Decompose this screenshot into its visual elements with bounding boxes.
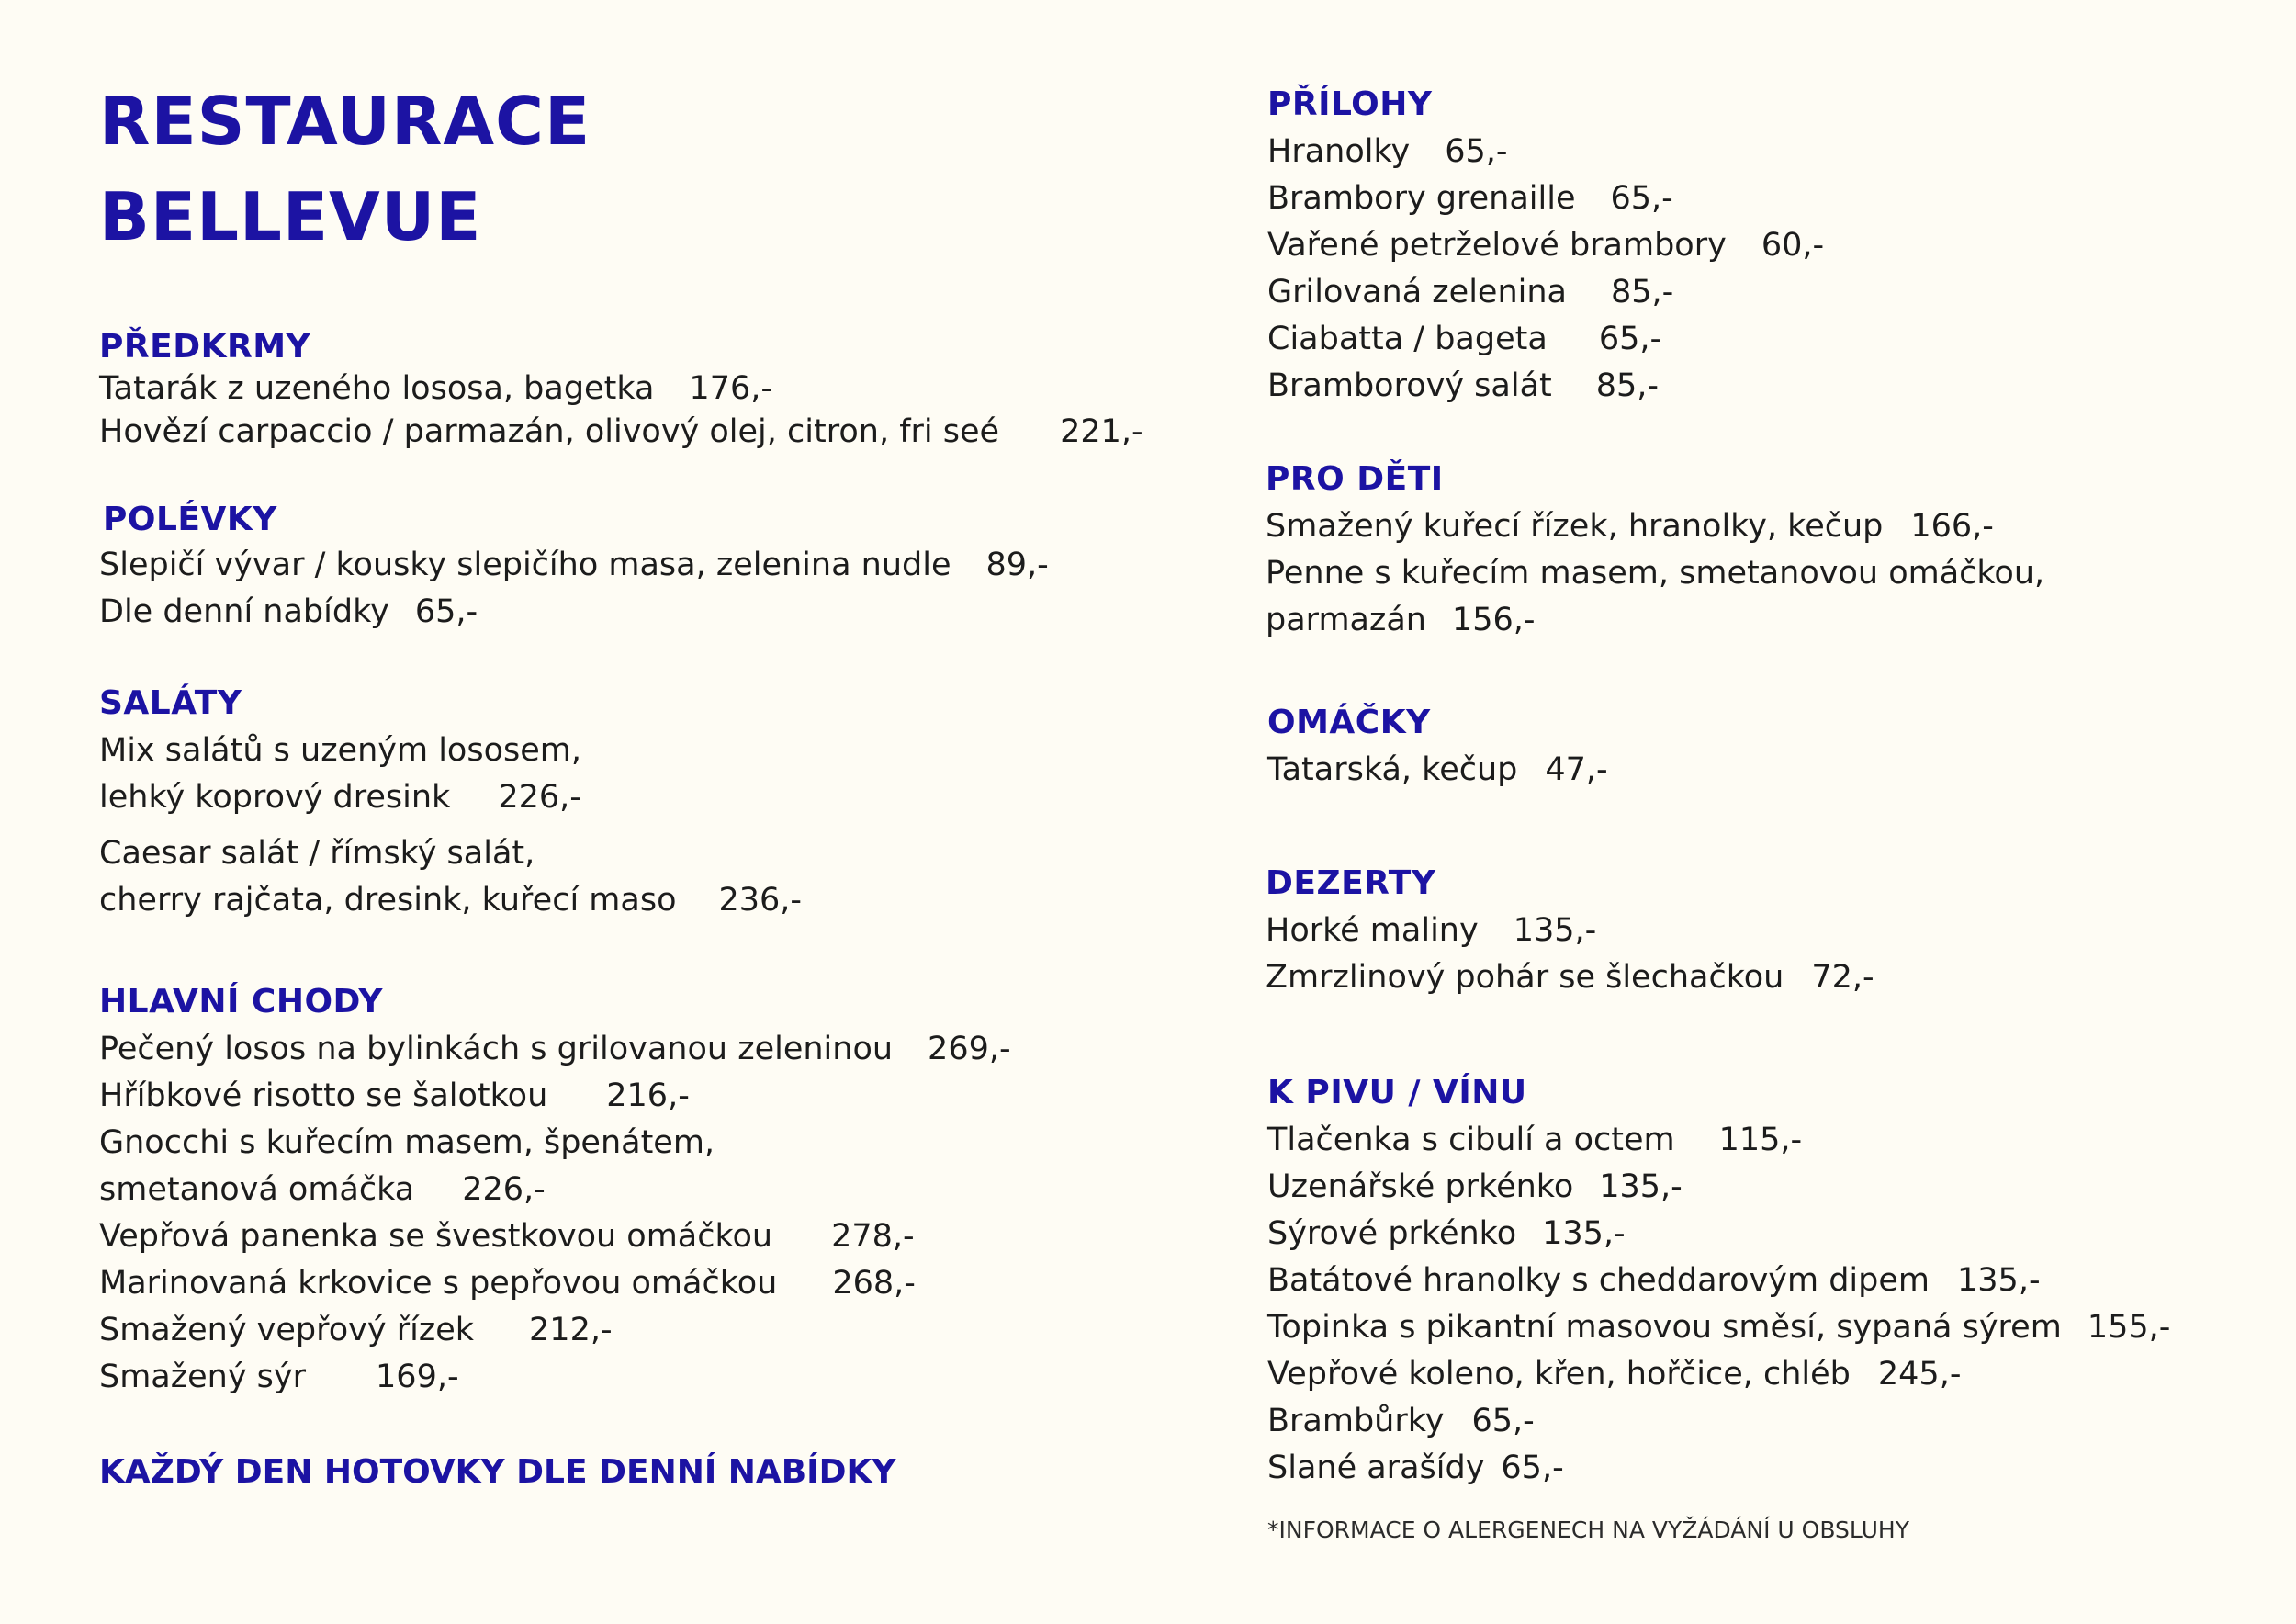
menu-item (99, 1213, 1011, 1260)
menu-item (99, 589, 1049, 636)
menu-item (1267, 1445, 2170, 1492)
item-price: 65,- (1501, 1449, 1564, 1486)
item-price: 176,- (689, 370, 772, 407)
section-heading: OMÁČKY (1267, 704, 1431, 741)
menu-item (99, 409, 1143, 456)
title-line-2: BELLEVUE (99, 178, 482, 255)
item-name: Brambory grenaille (1267, 180, 1576, 217)
item-price: 155,- (2087, 1309, 2171, 1346)
item-price: 65,- (1445, 133, 1508, 170)
menu-item (1267, 747, 1608, 794)
item-price: 72,- (1811, 959, 1874, 996)
item-name: Hovězí carpaccio / parmazán, olivový olej, citron, fri seé (99, 413, 1000, 450)
item-price: 85,- (1611, 274, 1674, 310)
menu-item (1267, 363, 1824, 410)
section-heading: DEZERTY (1266, 864, 1436, 902)
menu-item (99, 542, 1049, 589)
item-name: Mix salátů s uzeným lososem, (99, 732, 581, 769)
item-name-cont (99, 877, 802, 924)
item-name: Smažený kuřecí řízek, hranolky, kečup (1266, 508, 1884, 545)
section-dezerty (1266, 860, 1874, 1001)
item-name-line2: parmazán (1266, 602, 1426, 638)
item-name: Batátové hranolky s cheddarovým dipem (1267, 1262, 1930, 1299)
item-price: 226,- (498, 779, 581, 816)
item-price: 268,- (832, 1265, 916, 1302)
section-prilohy (1267, 81, 1824, 410)
menu-item (1267, 129, 1824, 175)
title-line-1: RESTAURACE (99, 83, 591, 160)
menu-item (99, 1307, 1011, 1354)
item-price: 221,- (1060, 413, 1143, 450)
restaurant-title (99, 73, 1201, 265)
item-name: Smažený sýr (99, 1359, 307, 1395)
menu-item (99, 1120, 1011, 1213)
item-price: 245,- (1877, 1356, 1962, 1393)
item-price: 156,- (1451, 602, 1536, 638)
item-price: 135,- (1599, 1168, 1683, 1205)
section-heading: POLÉVKY (103, 501, 277, 538)
menu-item (1267, 175, 1824, 222)
item-price: 47,- (1545, 751, 1608, 788)
item-price: 169,- (376, 1359, 459, 1395)
item-name: Pečený losos na bylinkách s grilovanou zeleninou (99, 1031, 894, 1067)
item-name: Tatarská, kečup (1267, 751, 1518, 788)
menu-item (1266, 503, 2044, 550)
menu-item (1267, 1304, 2170, 1351)
item-price: 65,- (1610, 180, 1673, 217)
section-pro-deti (1266, 456, 2044, 644)
item-price: 135,- (1957, 1262, 2041, 1299)
item-price: 89,- (985, 547, 1049, 583)
allergen-note: *INFORMACE O ALERGENECH NA VYŽÁDÁNÍ U OBSLUHY (1267, 1517, 1909, 1543)
item-price: 135,- (1542, 1215, 1626, 1252)
item-price: 212,- (529, 1312, 613, 1348)
item-name-line2: smetanová omáčka (99, 1171, 415, 1208)
item-name: Grilovaná zelenina (1267, 274, 1567, 310)
section-heading: HLAVNÍ CHODY (99, 983, 383, 1021)
menu-item (1266, 954, 1874, 1001)
section-heading: PRO DĚTI (1266, 460, 1444, 498)
section-salaty (99, 680, 802, 924)
item-name: Penne s kuřecím masem, smetanovou omáčkou, (1266, 555, 2045, 592)
section-heading: SALÁTY (99, 684, 242, 722)
item-name: Ciabatta / bageta (1267, 321, 1548, 357)
item-name: Tatarák z uzeného lososa, bagetka (99, 370, 655, 407)
section-heading: K PIVU / VÍNU (1267, 1074, 1527, 1111)
menu-item (1267, 1398, 2170, 1445)
item-name: Topinka s pikantní masovou směsí, sypaná sýrem (1267, 1309, 2062, 1346)
item-price: 85,- (1595, 367, 1660, 404)
item-price: 65,- (414, 593, 478, 630)
menu-item (99, 366, 1143, 412)
item-name-line2: cherry rajčata, dresink, kuřecí maso (99, 882, 677, 919)
item-price: 65,- (1598, 321, 1662, 357)
item-name: Smažený vepřový řízek (99, 1312, 475, 1348)
item-name-cont (99, 774, 802, 821)
item-name: Vařené petrželové brambory (1267, 227, 1727, 264)
item-name-cont (1266, 597, 2044, 644)
item-name: Slepičí vývar / kousky slepičího masa, zelenina nudle (99, 547, 951, 583)
item-name: Gnocchi s kuřecím masem, špenátem, (99, 1124, 715, 1161)
item-name: Caesar salát / římský salát, (99, 835, 535, 872)
item-name: Bramborový salát (1267, 367, 1552, 404)
menu-item (99, 1073, 1011, 1120)
item-name: Slané arašídy (1267, 1449, 1485, 1486)
item-name: Horké maliny (1266, 912, 1479, 949)
menu-item (1266, 908, 1874, 954)
section-heading: PŘEDKRMY (99, 328, 311, 366)
section-omacky (1267, 699, 1608, 794)
item-name: Vepřová panenka se švestkovou omáčkou (99, 1218, 773, 1255)
menu-item (99, 727, 802, 821)
menu-item (1267, 1211, 2170, 1257)
menu-item (1267, 1164, 2170, 1211)
item-price: 65,- (1471, 1403, 1535, 1439)
section-predkrmy (99, 323, 1143, 456)
item-name: Uzenářské prkénko (1267, 1168, 1574, 1205)
item-price: 236,- (718, 882, 803, 919)
daily-specials-note: KAŽDÝ DEN HOTOVKY DLE DENNÍ NABÍDKY (99, 1453, 896, 1491)
item-name: Marinovaná krkovice s pepřovou omáčkou (99, 1265, 778, 1302)
menu-item (1266, 550, 2044, 644)
item-price: 166,- (1910, 508, 1994, 545)
menu-item (99, 1026, 1011, 1073)
item-name-line2: lehký koprový dresink (99, 779, 451, 816)
item-name: Sýrové prkénko (1267, 1215, 1517, 1252)
item-name: Dle denní nabídky (99, 593, 389, 630)
menu-item (1267, 1257, 2170, 1304)
item-price: 115,- (1718, 1122, 1803, 1158)
item-price: 269,- (928, 1031, 1011, 1067)
menu-item (99, 1260, 1011, 1307)
section-polevky (99, 496, 1049, 636)
item-price: 278,- (831, 1218, 915, 1255)
item-price: 216,- (606, 1077, 690, 1114)
item-name-cont (99, 1167, 1011, 1213)
menu-left-column (99, 73, 1201, 1491)
item-price: 135,- (1513, 912, 1597, 949)
menu-item (1267, 222, 1824, 269)
item-price: 226,- (462, 1171, 546, 1208)
item-name: Hranolky (1267, 133, 1411, 170)
item-price: 60,- (1761, 227, 1825, 264)
menu-item (1267, 1351, 2170, 1398)
section-heading: PŘÍLOHY (1267, 85, 1433, 123)
section-k-pivu-vinu (1267, 1069, 2170, 1492)
item-name: Zmrzlinový pohár se šlechačkou (1266, 959, 1784, 996)
section-hlavni-chody (99, 978, 1011, 1401)
item-name: Brambůrky (1267, 1403, 1445, 1439)
menu-item (99, 1354, 1011, 1401)
menu-item (99, 830, 802, 924)
item-name: Tlačenka s cibulí a octem (1267, 1122, 1675, 1158)
menu-item (1267, 1117, 2170, 1164)
item-name: Hříbkové risotto se šalotkou (99, 1077, 548, 1114)
menu-item (1267, 269, 1824, 316)
item-name: Vepřové koleno, křen, hořčice, chléb (1267, 1356, 1851, 1393)
menu-item (1267, 316, 1824, 363)
